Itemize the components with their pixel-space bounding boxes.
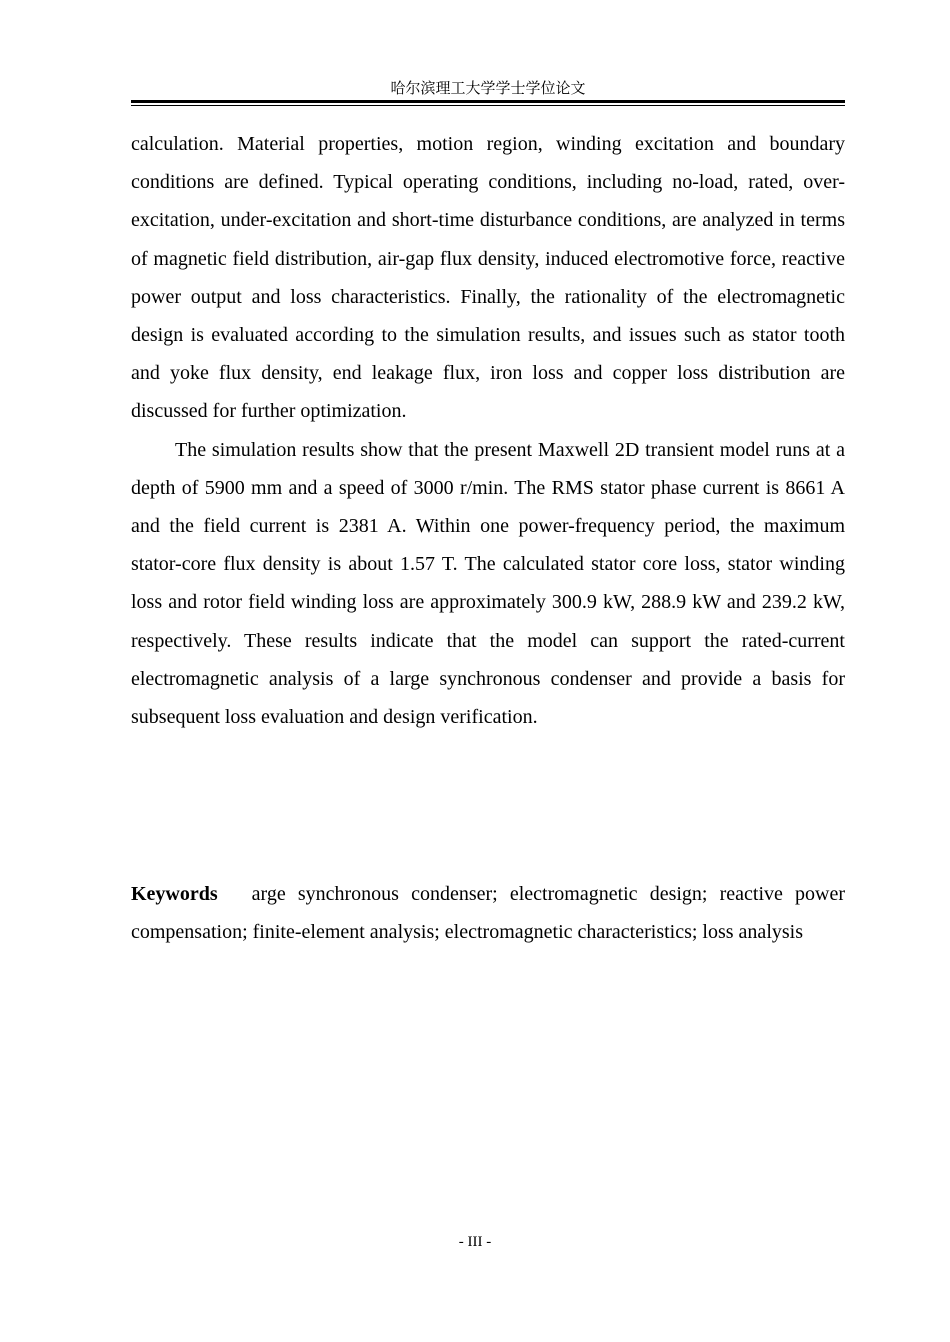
abstract-paragraph-1: calculation. Material properties, motion region, winding excitation and boundary conditions are defined. Typical operating conditions, including no-load, rated, over-excitation, under-excitation and short-time disturbance conditions, are analyzed in terms of magnetic field distribution, air-gap flux density, induced electromotive force, reactive power output and loss characteristics. Finally, the rationality of the electromagnetic design is evaluated according to the simulation results, and issues such as stator tooth and yoke flux density, end leakage flux, iron loss and copper loss distribution are discussed for further optimization. — [131, 133, 845, 423]
header-rule-thick — [131, 100, 845, 103]
running-header: 哈尔滨理工大学学士学位论文 — [390, 79, 586, 97]
keywords-text: arge synchronous condenser; electromagnetic design; reactive power compensation; finite-element analysis; electromagnetic characteristics; loss analysis — [131, 883, 845, 944]
keywords-block — [131, 875, 845, 951]
abstract-paragraph-2: The simulation results show that the present Maxwell 2D transient model runs at a depth of 5900 mm and a speed of 3000 r/min. The RMS stator phase current is 8661 A and the field current is 2381 A. Within one power-frequency period, the maximum stator-core flux density is about 1.57 T. The calculated stator core loss, stator winding loss and rotor field winding loss are approximately 300.9 kW, 288.9 kW and 239.2 kW, respectively. These results indicate that the model can support the rated-current electromagnetic analysis of a large synchronous condenser and provide a basis for subsequent loss evaluation and design verification. — [131, 438, 845, 729]
page-number: - III - — [458, 1234, 492, 1250]
keywords-label: Keywords — [131, 883, 218, 905]
abstract-body — [131, 125, 845, 736]
header-rule-thin — [131, 105, 845, 106]
